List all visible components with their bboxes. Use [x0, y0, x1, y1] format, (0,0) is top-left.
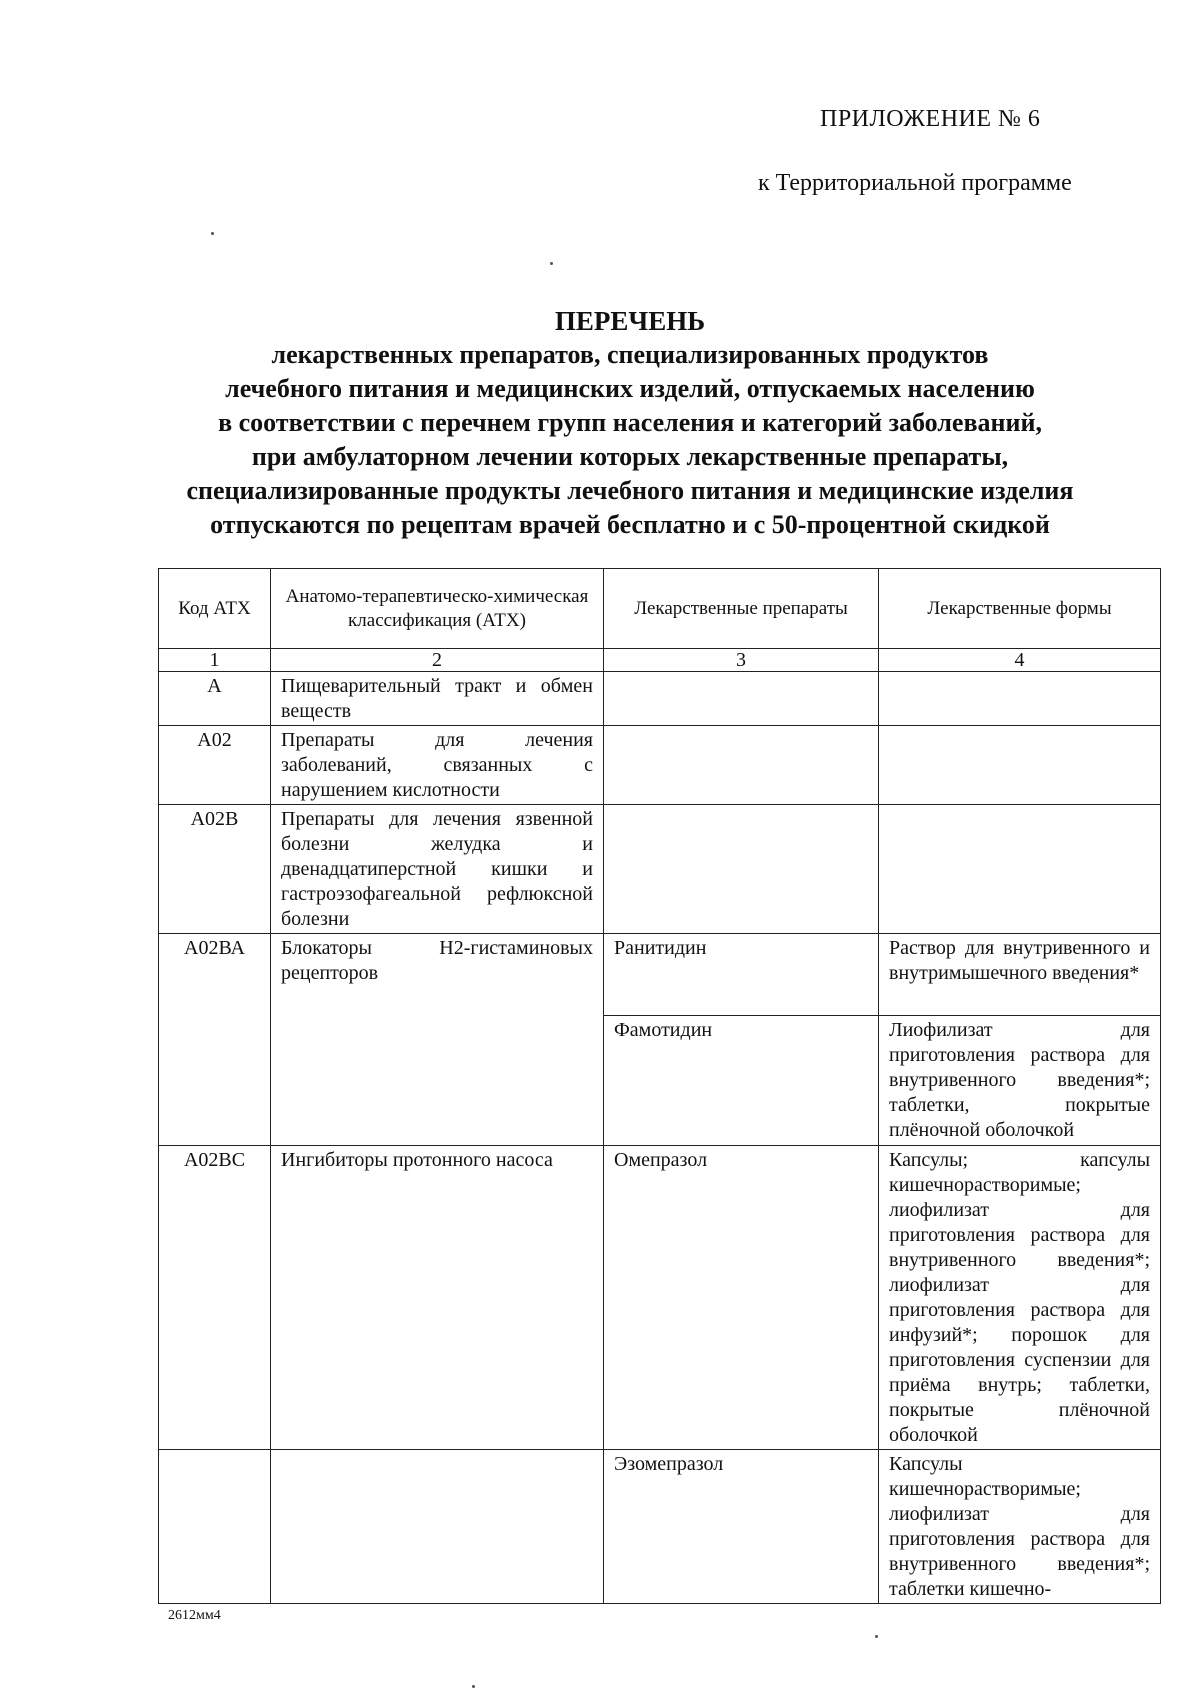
scan-speck [875, 1635, 878, 1638]
table-header-row [159, 569, 1161, 649]
atc-code: А02 [159, 726, 271, 805]
table-row [159, 726, 1161, 805]
drug-name [604, 726, 879, 805]
column-number: 3 [604, 649, 879, 672]
appendix-number: ПРИЛОЖЕНИЕ № 6 [820, 106, 1041, 132]
drug-list-table [158, 568, 1161, 1604]
dosage-forms: Капсулы кишечнорастворимые; лиофилизат для приготовления раствора для внутривенного введения*; таблетки кишечно- [879, 1450, 1161, 1604]
title-line: в соответствии с перечнем групп населения и категорий заболеваний, [218, 408, 1042, 437]
column-number: 1 [159, 649, 271, 672]
document-footer-code: 2612мм4 [168, 1608, 221, 1623]
dosage-forms [879, 726, 1161, 805]
scan-speck [211, 232, 214, 235]
header-drugs: Лекарственные препараты [604, 569, 879, 649]
atc-code: А02ВС [159, 1146, 271, 1450]
drug-name: Фамотидин [604, 1016, 879, 1146]
atc-class: Ингибиторы протонного насоса [271, 1146, 604, 1450]
dosage-forms: Лиофилизат для приготовления раствора для внутривенного введения*; таблетки, покрытые плёночной оболочкой [879, 1016, 1161, 1146]
atc-code [159, 1450, 271, 1604]
atc-class: Блокаторы Н2-гистаминовых рецепторов [271, 934, 604, 1146]
column-number: 4 [879, 649, 1161, 672]
table-row [159, 1450, 1161, 1604]
header-atc-classification: Анатомо-терапевтическо-химическая классификация (АТХ) [271, 569, 604, 649]
table-row [159, 805, 1161, 934]
atc-class [271, 1450, 604, 1604]
dosage-forms: Капсулы; капсулы кишечнорастворимые; лиофилизат для приготовления раствора для внутривенного введения*; лиофилизат для приготовления раствора для инфузий*; порошок для приготовления суспензии для приёма внутрь; таблетки, покрытые плёночной оболочкой [879, 1146, 1161, 1450]
dosage-forms: Раствор для внутривенного и внутримышечного введения* [879, 934, 1161, 1016]
scan-speck [472, 1685, 475, 1688]
appendix-subtitle: к Территориальной программе [758, 170, 1072, 196]
drug-name: Ранитидин [604, 934, 879, 1016]
title-line: лекарственных препаратов, специализированных продуктов [271, 340, 989, 369]
atc-code: А [159, 672, 271, 726]
title-heading: ПЕРЕЧЕНЬ [554, 306, 706, 336]
atc-class: Препараты для лечения заболеваний, связанных с нарушением кислотности [271, 726, 604, 805]
table-row [159, 1146, 1161, 1450]
drug-name [604, 672, 879, 726]
column-number: 2 [271, 649, 604, 672]
table-row [159, 672, 1161, 726]
atc-code: А02ВА [159, 934, 271, 1146]
scan-speck [550, 262, 553, 265]
drug-name: Эзомепразол [604, 1450, 879, 1604]
title-line: специализированные продукты лечебного питания и медицинские изделия [186, 476, 1074, 505]
atc-code: А02В [159, 805, 271, 934]
title-line: лечебного питания и медицинских изделий, отпускаемых населению [225, 374, 1035, 403]
dosage-forms [879, 805, 1161, 934]
drug-name: Омепразол [604, 1146, 879, 1450]
atc-class: Препараты для лечения язвенной болезни желудка и двенадцатиперстной кишки и гастроэзофагеальной рефлюксной болезни [271, 805, 604, 934]
atc-class: Пищеварительный тракт и обмен веществ [271, 672, 604, 726]
title-line: отпускаются по рецептам врачей бесплатно и с 50-процентной скидкой [210, 510, 1050, 539]
header-atc-code: Код АТХ [159, 569, 271, 649]
header-dosage-forms: Лекарственные формы [879, 569, 1161, 649]
drug-name [604, 805, 879, 934]
document-title [0, 304, 1200, 542]
table-row [159, 934, 1161, 1016]
title-line: при амбулаторном лечении которых лекарственные препараты, [251, 442, 1009, 471]
dosage-forms [879, 672, 1161, 726]
column-number-row [159, 649, 1161, 672]
